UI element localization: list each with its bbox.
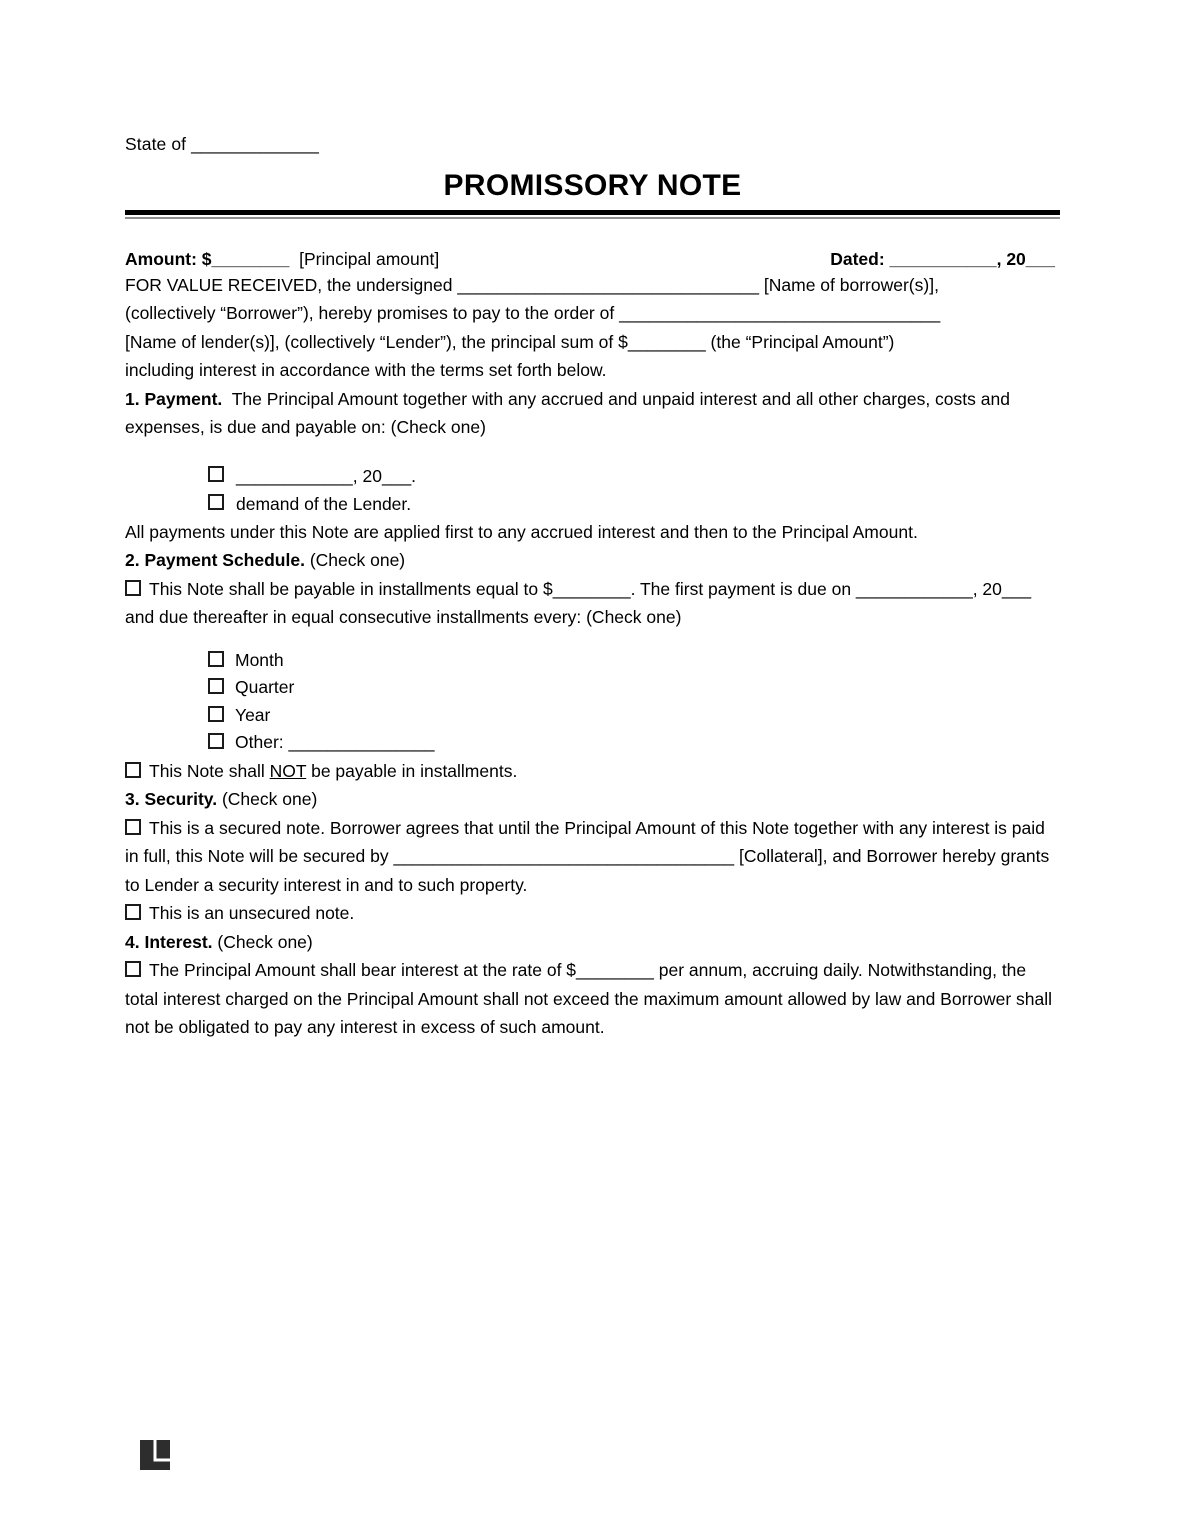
section-4-interest xyxy=(125,928,1060,957)
amount-field-group xyxy=(125,247,439,271)
checkbox-frequency-other[interactable] xyxy=(208,733,224,749)
value-received-line-2: (collectively “Borrower”), hereby promises to pay to the order of _________________________________ xyxy=(125,303,941,323)
option-label-secured-note: This is a secured note. Borrower agrees that until the Principal Amount of this Note together with any interest is paid in full, this Note will be secured by ___________________________________ [Collateral], and Borrower hereby grants to Lender a security interest in and to such property. xyxy=(125,817,1050,895)
title-divider-thin xyxy=(125,217,1060,219)
checkbox-frequency-quarter[interactable] xyxy=(208,678,224,694)
option-row-date[interactable] xyxy=(208,462,1060,490)
section-4-heading: 4. Interest. xyxy=(125,931,213,952)
option-label-year: Year xyxy=(235,704,271,725)
option-label-payment-date: ____________, 20___. xyxy=(236,465,417,486)
option-unsecured-note[interactable] xyxy=(125,899,1060,928)
checkbox-unsecured-note[interactable] xyxy=(125,904,141,920)
option-label-month: Month xyxy=(235,649,284,670)
option-row-month[interactable] xyxy=(208,647,1060,675)
section-1-payment xyxy=(125,385,1060,442)
dated-field[interactable]: Dated: ___________, 20___ xyxy=(830,248,1055,269)
amount-hint: [Principal amount] xyxy=(299,248,440,269)
section-3-security xyxy=(125,785,1060,814)
option-label-interest-rate: The Principal Amount shall bear interest at the rate of $________ per annum, accruing daily. Notwithstanding, the total interest charged on the Principal Amount shall not exceed the maximum amount allowed by law and Borrower shall not be obligated to pay any interest in excess of such amount. xyxy=(125,960,1053,1037)
title-divider-thick xyxy=(125,210,1060,215)
section-3-check-one: (Check one) xyxy=(221,789,318,809)
option-label-no-installments-emphasis: NOT xyxy=(269,760,307,781)
document-content xyxy=(125,132,1060,1042)
option-row-demand[interactable] xyxy=(208,490,1060,518)
value-received-line-3: [Name of lender(s)], (collectively “Lender”), the principal sum of $________ (the “Principal Amount”) xyxy=(125,331,895,352)
option-row-quarter[interactable] xyxy=(208,674,1060,702)
amount-label[interactable]: Amount: $________ xyxy=(125,248,290,269)
section-2-payment-schedule xyxy=(125,546,1060,575)
option-interest-rate[interactable] xyxy=(125,956,1060,1042)
option-label-installments: This Note shall be payable in installments equal to $________. The first payment is due on ____________, 20___ and due thereafter in equal consecutive installments every: (Check one) xyxy=(125,578,1032,627)
option-label-unsecured-note: This is an unsecured note. xyxy=(149,903,355,923)
section-1-text: The Principal Amount together with any accrued and unpaid interest and all other charges, costs and expenses, is due and payable on: (Check one) xyxy=(125,388,1010,437)
option-no-installments[interactable] xyxy=(125,757,1060,786)
page-title: PROMISSORY NOTE xyxy=(443,169,742,202)
checkbox-payment-demand[interactable] xyxy=(208,494,224,510)
section-4-check-one: (Check one) xyxy=(217,931,313,952)
section-2-heading: 2. Payment Schedule. xyxy=(125,550,305,570)
all-payments-note: All payments under this Note are applied first to any accrued interest and then to the Principal Amount. xyxy=(125,521,918,542)
option-row-other[interactable] xyxy=(208,729,1060,757)
option-secured-note[interactable] xyxy=(125,814,1060,900)
option-label-no-installments-post: be payable in installments. xyxy=(306,760,518,781)
value-received-line-1: FOR VALUE RECEIVED, the undersigned _______________________________ [Name of borrower(s)], xyxy=(125,274,939,295)
installment-frequency-options xyxy=(208,647,1060,757)
value-received-paragraph xyxy=(125,271,1060,385)
checkbox-frequency-month[interactable] xyxy=(208,651,224,667)
checkbox-installments[interactable] xyxy=(125,580,141,596)
section-3-heading: 3. Security. xyxy=(125,789,218,809)
state-of-field[interactable]: State of _____________ xyxy=(125,134,319,154)
value-received-line-4: including interest in accordance with the terms set forth below. xyxy=(125,360,607,380)
legal-templates-logo-icon xyxy=(140,1440,170,1470)
checkbox-no-installments[interactable] xyxy=(125,762,141,778)
option-label-other[interactable]: Other: _______________ xyxy=(235,732,435,752)
section-1-options xyxy=(208,462,1060,518)
amount-dated-row xyxy=(125,247,1060,271)
option-installments[interactable] xyxy=(125,575,1060,632)
checkbox-secured-note[interactable] xyxy=(125,819,141,835)
checkbox-interest-rate[interactable] xyxy=(125,961,141,977)
option-row-year[interactable] xyxy=(208,702,1060,730)
option-label-no-installments-pre: This Note shall xyxy=(149,760,270,781)
title-divider xyxy=(125,210,1060,219)
checkbox-payment-date[interactable] xyxy=(208,466,224,482)
section-1-heading: 1. Payment. xyxy=(125,388,223,409)
option-label-quarter: Quarter xyxy=(235,677,295,697)
option-label-payment-demand: demand of the Lender. xyxy=(236,493,412,514)
section-2-check-one: (Check one) xyxy=(309,550,406,570)
checkbox-frequency-year[interactable] xyxy=(208,706,224,722)
